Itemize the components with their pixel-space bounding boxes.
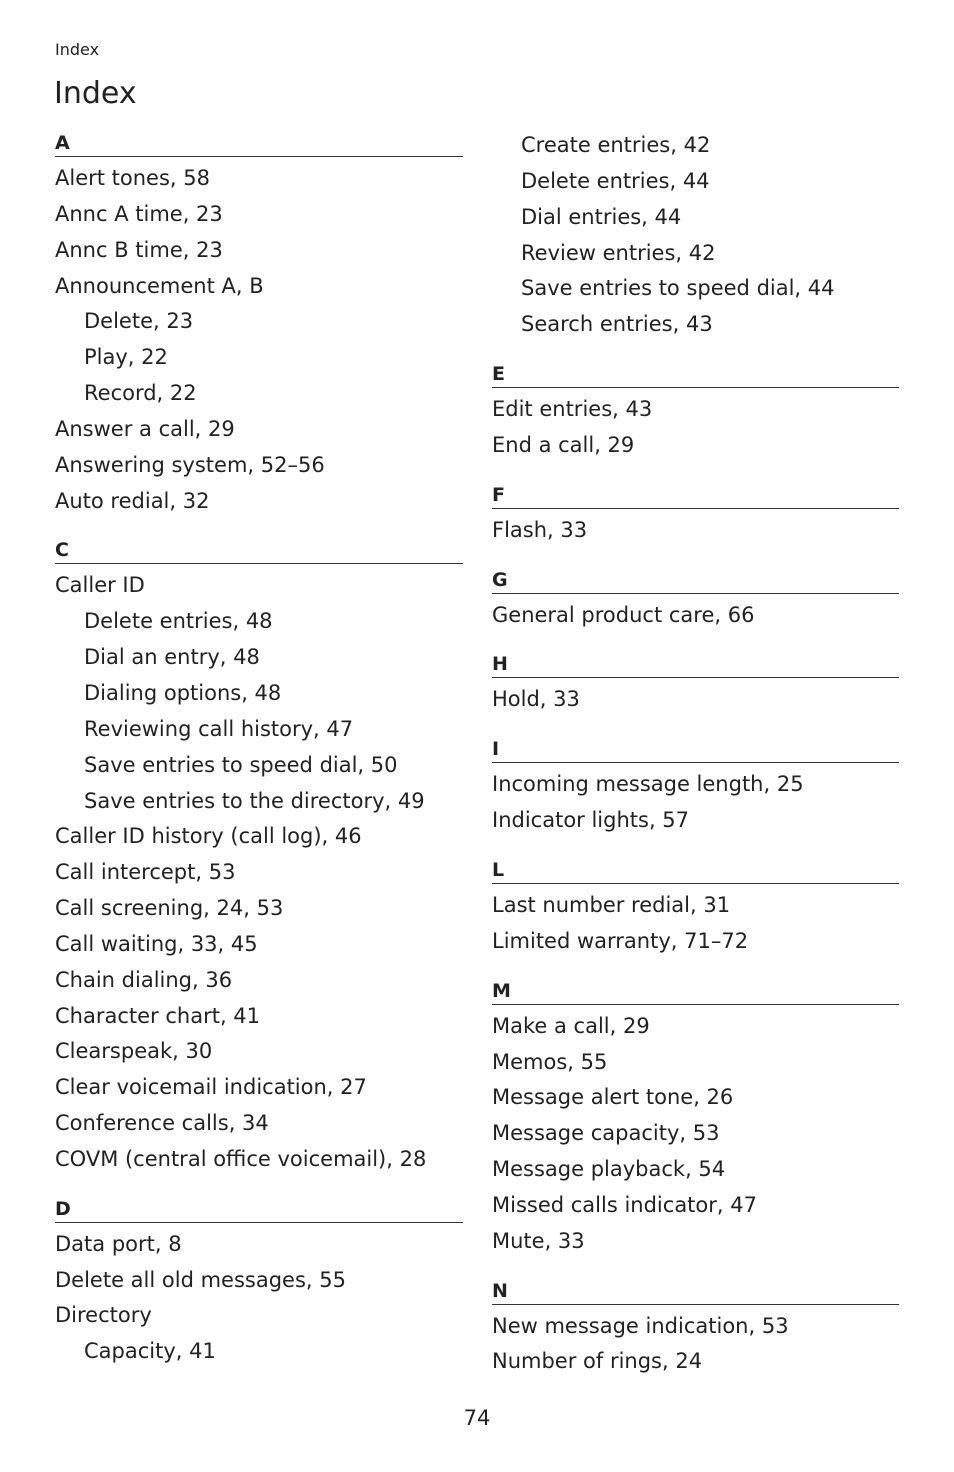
index-subentry: Delete entries, 44 — [521, 168, 710, 193]
index-subentry: Dialing options, 48 — [84, 680, 282, 705]
index-entry: Announcement A, B — [55, 273, 264, 298]
index-entry: Answering system, 52–56 — [55, 452, 325, 477]
index-entry: Make a call, 29 — [492, 1013, 650, 1038]
index-subentry: Save entries to speed dial, 44 — [521, 276, 835, 301]
index-subentry: Record, 22 — [84, 381, 197, 406]
index-section-i — [492, 736, 899, 839]
index-subentry: Create entries, 42 — [521, 133, 711, 157]
index-entry: Flash, 33 — [492, 517, 588, 542]
index-entry: Auto redial, 32 — [55, 488, 210, 513]
index-section-l — [492, 857, 899, 960]
index-section-c — [55, 537, 463, 1177]
index-entry: Caller ID — [55, 573, 145, 598]
index-entry: Hold, 33 — [492, 687, 580, 712]
index-subentry: Dial entries, 44 — [521, 204, 682, 229]
index-entry: Caller ID history (call log), 46 — [55, 824, 362, 849]
index-entry: Memos, 55 — [492, 1049, 608, 1074]
index-subentry: Reviewing call history, 47 — [84, 716, 354, 741]
index-entry: Clearspeak, 30 — [55, 1039, 213, 1064]
index-entry: Message playback, 54 — [492, 1157, 726, 1182]
index-entry: General product care, 66 — [492, 602, 755, 627]
right-sections — [492, 361, 899, 1380]
index-entry: Delete all old messages, 55 — [55, 1267, 346, 1292]
index-entry: Edit entries, 43 — [492, 397, 653, 422]
index-subentry: Save entries to the directory, 49 — [84, 788, 425, 813]
section-letter: I — [492, 736, 899, 763]
index-subentry: Review entries, 42 — [521, 240, 716, 265]
page-number: 74 — [463, 1406, 491, 1430]
index-column-right — [492, 130, 899, 1398]
index-section-g — [492, 567, 899, 634]
section-letter: N — [492, 1278, 899, 1305]
index-entry: End a call, 29 — [492, 432, 635, 457]
section-letter: G — [492, 567, 899, 594]
section-letter: D — [55, 1196, 463, 1223]
index-entry: Call waiting, 33, 45 — [55, 931, 258, 956]
section-letter: H — [492, 651, 899, 678]
index-column-left — [55, 130, 463, 1388]
index-entry: Message alert tone, 26 — [492, 1085, 734, 1110]
index-entry: Mute, 33 — [492, 1228, 585, 1253]
index-entry: Directory — [55, 1303, 152, 1328]
index-entry: Data port, 8 — [55, 1231, 182, 1256]
section-letter: E — [492, 361, 899, 388]
index-entry: Annc A time, 23 — [55, 201, 223, 226]
index-entry: Answer a call, 29 — [55, 416, 235, 441]
index-section-h — [492, 651, 899, 718]
index-entry: Incoming message length, 25 — [492, 772, 804, 797]
running-head: Index — [55, 40, 100, 59]
index-entry: Number of rings, 24 — [492, 1349, 703, 1374]
index-entry: Message capacity, 53 — [492, 1121, 720, 1146]
section-letter: M — [492, 978, 899, 1005]
index-entry: Alert tones, 58 — [55, 166, 210, 190]
index-section-e — [492, 361, 899, 464]
index-entry: Limited warranty, 71–72 — [492, 928, 749, 953]
index-subentry: Capacity, 41 — [84, 1339, 216, 1364]
index-entry: Indicator lights, 57 — [492, 808, 690, 833]
section-letter: C — [55, 537, 463, 564]
index-subentry: Search entries, 43 — [521, 312, 713, 337]
index-subentry: Delete, 23 — [84, 309, 194, 334]
index-entry: Character chart, 41 — [55, 1003, 261, 1028]
index-entry: Chain dialing, 36 — [55, 967, 233, 992]
index-subentry: Save entries to speed dial, 50 — [84, 752, 398, 777]
index-section-f — [492, 482, 899, 549]
index-entry: Clear voicemail indication, 27 — [55, 1075, 367, 1100]
index-subentry: Dial an entry, 48 — [84, 645, 260, 670]
index-entry: Call intercept, 53 — [55, 860, 236, 885]
index-subentry: Delete entries, 48 — [84, 609, 273, 634]
index-entry: COVM (central office voicemail), 28 — [55, 1146, 427, 1171]
section-letter: L — [492, 857, 899, 884]
index-entry: Conference calls, 34 — [55, 1111, 269, 1136]
page-title: Index — [54, 76, 137, 111]
section-letter: A — [55, 130, 463, 157]
index-entry: Call screening, 24, 53 — [55, 896, 284, 921]
index-entry: Annc B time, 23 — [55, 237, 223, 262]
index-section-a — [55, 130, 463, 519]
index-subentry: Play, 22 — [84, 345, 168, 370]
index-entry: Last number redial, 31 — [492, 892, 731, 917]
index-section-n — [492, 1278, 899, 1381]
index-section-d — [55, 1196, 463, 1370]
section-letter: F — [492, 482, 899, 509]
index-section-m — [492, 978, 899, 1260]
index-entry: New message indication, 53 — [492, 1313, 789, 1338]
index-entry: Missed calls indicator, 47 — [492, 1192, 757, 1217]
continued-entries — [492, 128, 899, 343]
